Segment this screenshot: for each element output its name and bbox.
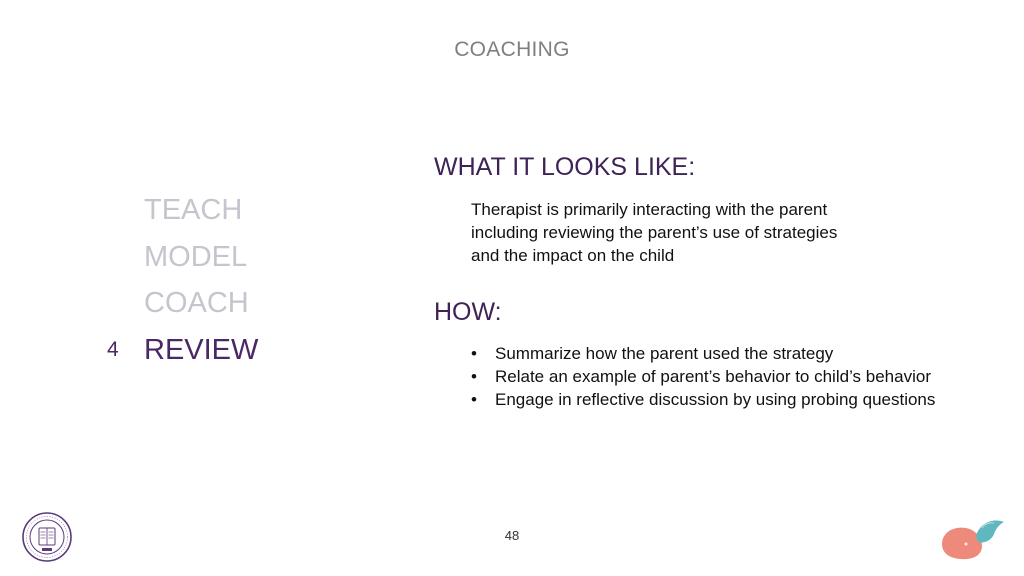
list-item	[471, 342, 935, 365]
what-line: including reviewing the parent’s use of strategies	[471, 223, 838, 242]
list-item-text: Summarize how the parent used the strategy	[495, 344, 834, 363]
list-item	[471, 388, 935, 411]
what-line: Therapist is primarily interacting with the parent	[471, 200, 828, 219]
how-heading: HOW:	[434, 298, 502, 326]
what-heading: WHAT IT LOOKS LIKE:	[434, 153, 696, 181]
active-step-number: 4	[107, 338, 119, 361]
step-coach: COACH	[144, 287, 249, 319]
list-item-text: Engage in reflective discussion by using probing questions	[495, 390, 936, 409]
step-review: REVIEW	[144, 334, 259, 366]
bullet-icon: •	[471, 367, 477, 386]
list-item-text: Relate an example of parent’s behavior to child’s behavior	[495, 367, 931, 386]
step-model: MODEL	[144, 241, 248, 273]
slide-title: COACHING	[454, 38, 570, 61]
page-number: 48	[504, 528, 520, 543]
bullet-icon: •	[471, 390, 477, 409]
what-description	[471, 198, 871, 267]
step-teach: TEACH	[144, 194, 243, 226]
how-list	[471, 342, 935, 411]
what-line: and the impact on the child	[471, 246, 675, 265]
list-item	[471, 365, 935, 388]
bullet-icon: •	[471, 344, 477, 363]
